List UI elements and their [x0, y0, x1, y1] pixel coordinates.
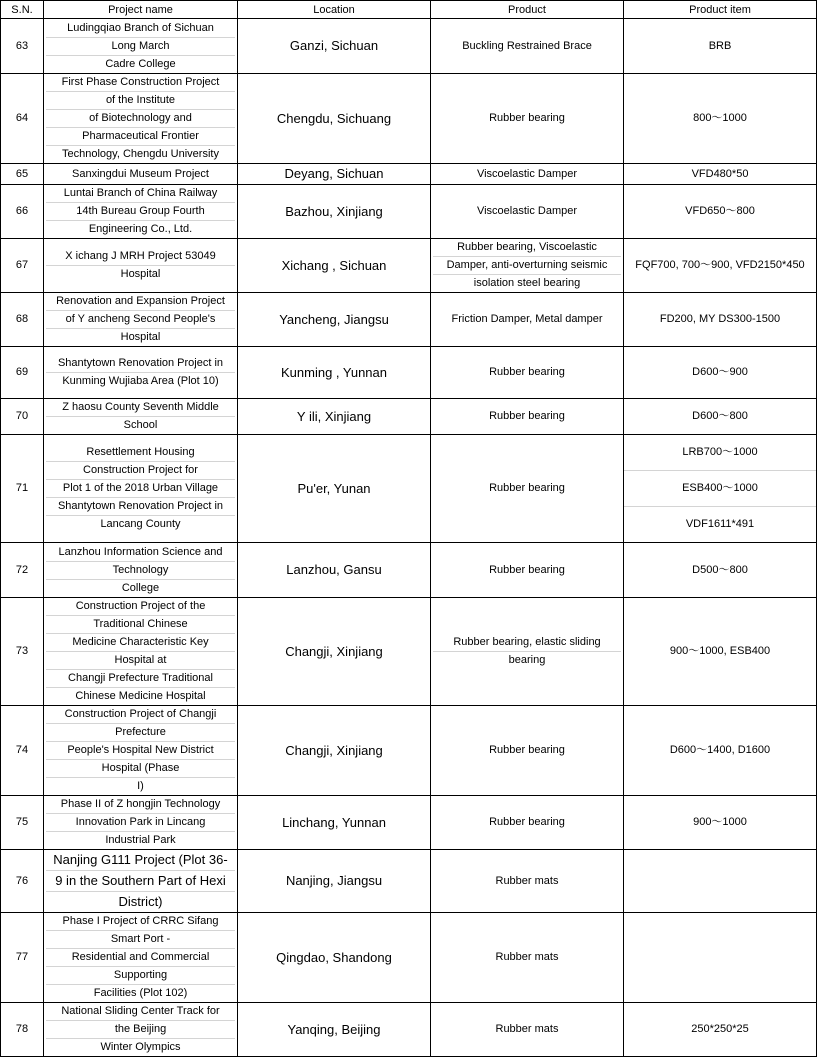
header-product-item: Product item: [624, 1, 817, 19]
product-cell: [431, 164, 624, 185]
project-name-line: Pharmaceutical Frontier: [46, 127, 235, 145]
project-name-cell: [44, 706, 238, 796]
project-name-line: College: [46, 579, 235, 597]
project-name-cell: [44, 850, 238, 913]
sn-cell: 77: [1, 913, 44, 1003]
header-location: Location: [238, 1, 431, 19]
project-name-line: Luntai Branch of China Railway: [63, 187, 218, 199]
project-name-line: Engineering Co., Ltd.: [46, 220, 235, 238]
project-name-line: Smart Port -: [46, 930, 235, 948]
product-item-cell: [624, 913, 817, 1003]
project-name-line: Construction Project of the: [75, 600, 206, 612]
sn-cell: 71: [1, 435, 44, 543]
product-line: Rubber bearing: [489, 410, 565, 422]
table-body: [1, 19, 817, 1057]
project-name-cell: [44, 543, 238, 598]
table-row: [1, 293, 817, 347]
product-item-cell: [624, 543, 817, 598]
location-cell: Pu'er, Yunan: [238, 435, 431, 543]
table-row: [1, 164, 817, 185]
product-item-cell: [624, 347, 817, 399]
product-item-cell: [624, 706, 817, 796]
sn-cell: 75: [1, 796, 44, 850]
project-name-line: Winter Olympics: [46, 1038, 235, 1056]
location-cell: Ganzi, Sichuan: [238, 19, 431, 74]
project-name-line: Facilities (Plot 102): [46, 984, 235, 1002]
project-name-line: X ichang J MRH Project 53049: [65, 250, 216, 262]
table-row: [1, 850, 817, 913]
project-name-line: Traditional Chinese: [46, 615, 235, 633]
product-item-line: VFD480*50: [691, 167, 749, 180]
product-cell: [431, 850, 624, 913]
project-name-line: of the Institute: [46, 91, 235, 109]
project-name-line: Cadre College: [46, 55, 235, 73]
header-row: [1, 1, 817, 19]
project-name-line: Medicine Characteristic Key: [46, 633, 235, 651]
location-cell: Yancheng, Jiangsu: [238, 293, 431, 347]
product-line: Rubber bearing: [489, 482, 565, 494]
table-row: [1, 435, 817, 543]
project-name-line: Construction Project of Changji: [64, 708, 217, 720]
product-item-cell: [624, 598, 817, 706]
project-name-cell: [44, 796, 238, 850]
product-item-cell: [624, 293, 817, 347]
sn-cell: 78: [1, 1003, 44, 1057]
sn-cell: 69: [1, 347, 44, 399]
project-name-line: Shantytown Renovation Project in: [46, 497, 235, 515]
location-cell: Qingdao, Shandong: [238, 913, 431, 1003]
project-name-line: Hospital: [46, 328, 235, 346]
location-cell: Chengdu, Sichuang: [238, 74, 431, 164]
table-row: [1, 185, 817, 239]
product-item-line: 250*250*25: [691, 1023, 749, 1035]
product-item-line: D600～800: [692, 410, 748, 422]
project-name-line: Innovation Park in Lincang: [46, 813, 235, 831]
project-name-line: Technology: [46, 561, 235, 579]
header-project-name: Project name: [44, 1, 238, 19]
product-item-line: 900～1000: [693, 816, 747, 828]
location-cell: Kunming , Yunnan: [238, 347, 431, 399]
project-name-line: School: [46, 416, 235, 434]
project-name-cell: [44, 435, 238, 543]
product-item-line: BRB: [708, 39, 732, 52]
product-line: Rubber bearing, elastic sliding: [453, 636, 601, 648]
location-cell: Nanjing, Jiangsu: [238, 850, 431, 913]
project-name-line: District): [46, 891, 235, 912]
sn-cell: 66: [1, 185, 44, 239]
project-name-cell: [44, 74, 238, 164]
table-row: [1, 239, 817, 293]
project-name-cell: [44, 399, 238, 435]
location-cell: Lanzhou, Gansu: [238, 543, 431, 598]
product-item-cell: [624, 239, 817, 293]
project-name-line: Changji Prefecture Traditional: [46, 669, 235, 687]
project-name-line: Resettlement Housing: [86, 446, 195, 458]
product-item-cell: [624, 399, 817, 435]
product-line: Friction Damper, Metal damper: [451, 313, 603, 325]
project-name-line: Prefecture: [46, 723, 235, 741]
project-name-line: Sanxingdui Museum Project: [72, 167, 209, 180]
project-name-line: People's Hospital New District: [46, 741, 235, 759]
header-product: Product: [431, 1, 624, 19]
location-cell: Linchang, Yunnan: [238, 796, 431, 850]
product-item-line: D600～900: [692, 366, 748, 378]
location-cell: Xichang , Sichuan: [238, 239, 431, 293]
project-name-line: Lancang County: [46, 515, 235, 533]
location-cell: Deyang, Sichuan: [238, 164, 431, 185]
product-item-line: FD200, MY DS300-1500: [659, 313, 781, 325]
product-item-line: D500～800: [692, 563, 748, 576]
project-name-line: First Phase Construction Project: [61, 76, 220, 88]
product-item-line: 900～1000, ESB400: [669, 645, 771, 657]
table-row: [1, 543, 817, 598]
project-name-line: Residential and Commercial: [46, 948, 235, 966]
product-line: Rubber mats: [495, 951, 559, 963]
product-line: isolation steel bearing: [433, 274, 621, 292]
sn-cell: 68: [1, 293, 44, 347]
product-cell: [431, 185, 624, 239]
table-row: [1, 74, 817, 164]
project-name-line: Hospital (Phase: [46, 759, 235, 777]
product-line: Rubber bearing: [489, 816, 565, 828]
project-name-line: Shantytown Renovation Project in: [57, 357, 224, 369]
table-row: [1, 399, 817, 435]
project-name-line: Hospital: [46, 265, 235, 283]
product-item-cell: [624, 435, 817, 543]
location-cell: Changji, Xinjiang: [238, 706, 431, 796]
product-item-cell: [624, 796, 817, 850]
sn-cell: 65: [1, 164, 44, 185]
project-name-line: Long March: [46, 37, 235, 55]
sn-cell: 74: [1, 706, 44, 796]
project-name-line: Phase II of Z hongjin Technology: [60, 798, 221, 810]
product-item-line: ESB400～1000: [624, 470, 816, 506]
table-row: [1, 1003, 817, 1057]
project-name-cell: [44, 164, 238, 185]
project-name-cell: [44, 913, 238, 1003]
project-name-line: Chinese Medicine Hospital: [46, 687, 235, 705]
project-name-line: Phase I Project of CRRC Sifang: [62, 915, 219, 927]
product-item-line: D600～1400, D1600: [669, 744, 771, 756]
product-cell: [431, 706, 624, 796]
product-line: Rubber mats: [495, 1023, 559, 1035]
project-name-line: Nanjing G111 Project (Plot 36-: [53, 852, 228, 867]
product-line: Rubber mats: [495, 874, 559, 887]
product-item-cell: [624, 185, 817, 239]
product-line: Viscoelastic Damper: [476, 167, 578, 180]
product-cell: [431, 19, 624, 74]
product-line: Rubber bearing: [489, 366, 565, 378]
project-name-line: of Y ancheng Second People's: [46, 310, 235, 328]
project-name-line: Renovation and Expansion Project: [56, 295, 225, 307]
table-row: [1, 913, 817, 1003]
product-cell: [431, 293, 624, 347]
sn-cell: 72: [1, 543, 44, 598]
product-line: Rubber bearing, Viscoelastic: [457, 241, 597, 253]
location-cell: Bazhou, Xinjiang: [238, 185, 431, 239]
project-name-line: I): [46, 777, 235, 795]
product-item-cell: [624, 74, 817, 164]
project-name-line: Z haosu County Seventh Middle: [62, 401, 219, 413]
project-name-cell: [44, 293, 238, 347]
product-item-line: VDF1611*491: [624, 506, 816, 542]
project-name-cell: [44, 347, 238, 399]
table-row: [1, 347, 817, 399]
product-item-cell: [624, 1003, 817, 1057]
project-name-line: Kunming Wujiaba Area (Plot 10): [46, 372, 235, 390]
sn-cell: 64: [1, 74, 44, 164]
product-item-cell: [624, 164, 817, 185]
table-row: [1, 796, 817, 850]
project-name-line: the Beijing: [46, 1020, 235, 1038]
project-name-line: Industrial Park: [46, 831, 235, 849]
sn-cell: 73: [1, 598, 44, 706]
product-cell: [431, 347, 624, 399]
header-sn: S.N.: [1, 1, 44, 19]
product-line: Rubber bearing: [489, 112, 565, 124]
sn-cell: 76: [1, 850, 44, 913]
product-cell: [431, 543, 624, 598]
project-name-line: Ludingqiao Branch of Sichuan: [67, 21, 214, 34]
project-name-cell: [44, 239, 238, 293]
project-name-line: of Biotechnology and: [46, 109, 235, 127]
project-name-line: Plot 1 of the 2018 Urban Village: [46, 479, 235, 497]
product-line: Damper, anti-overturning seismic: [433, 256, 621, 274]
sn-cell: 63: [1, 19, 44, 74]
product-cell: [431, 1003, 624, 1057]
product-item-cell: [624, 19, 817, 74]
project-name-cell: [44, 19, 238, 74]
product-item-line: FQF700, 700～900, VFD2150*450: [635, 259, 805, 271]
project-name-line: 14th Bureau Group Fourth: [46, 202, 235, 220]
product-cell: [431, 913, 624, 1003]
product-cell: [431, 598, 624, 706]
sn-cell: 67: [1, 239, 44, 293]
product-cell: [431, 796, 624, 850]
location-cell: Changji, Xinjiang: [238, 598, 431, 706]
product-cell: [431, 399, 624, 435]
project-name-line: Lanzhou Information Science and: [58, 545, 223, 558]
location-cell: Yanqing, Beijing: [238, 1003, 431, 1057]
project-name-line: Hospital at: [46, 651, 235, 669]
project-name-line: Supporting: [46, 966, 235, 984]
project-name-line: 9 in the Southern Part of Hexi: [46, 870, 235, 891]
product-cell: [431, 74, 624, 164]
product-item-line: LRB700～1000: [682, 446, 758, 458]
product-cell: [431, 435, 624, 543]
table-row: [1, 706, 817, 796]
project-name-cell: [44, 598, 238, 706]
project-name-line: Construction Project for: [46, 461, 235, 479]
location-cell: Y ili, Xinjiang: [238, 399, 431, 435]
project-name-line: National Sliding Center Track for: [61, 1005, 220, 1017]
project-name-cell: [44, 185, 238, 239]
product-line: Rubber bearing: [489, 563, 565, 576]
table-row: [1, 598, 817, 706]
product-item-line: 800～1000: [693, 112, 747, 124]
sn-cell: 70: [1, 399, 44, 435]
project-name-line: Technology, Chengdu University: [46, 145, 235, 163]
product-line: bearing: [433, 651, 621, 669]
product-line: Viscoelastic Damper: [476, 205, 578, 217]
product-item-line: VFD650～800: [685, 205, 755, 217]
project-name-cell: [44, 1003, 238, 1057]
product-line: Rubber bearing: [489, 744, 565, 756]
product-cell: [431, 239, 624, 293]
product-item-cell: [624, 850, 817, 913]
product-line: Buckling Restrained Brace: [462, 39, 592, 52]
table-row: [1, 19, 817, 74]
